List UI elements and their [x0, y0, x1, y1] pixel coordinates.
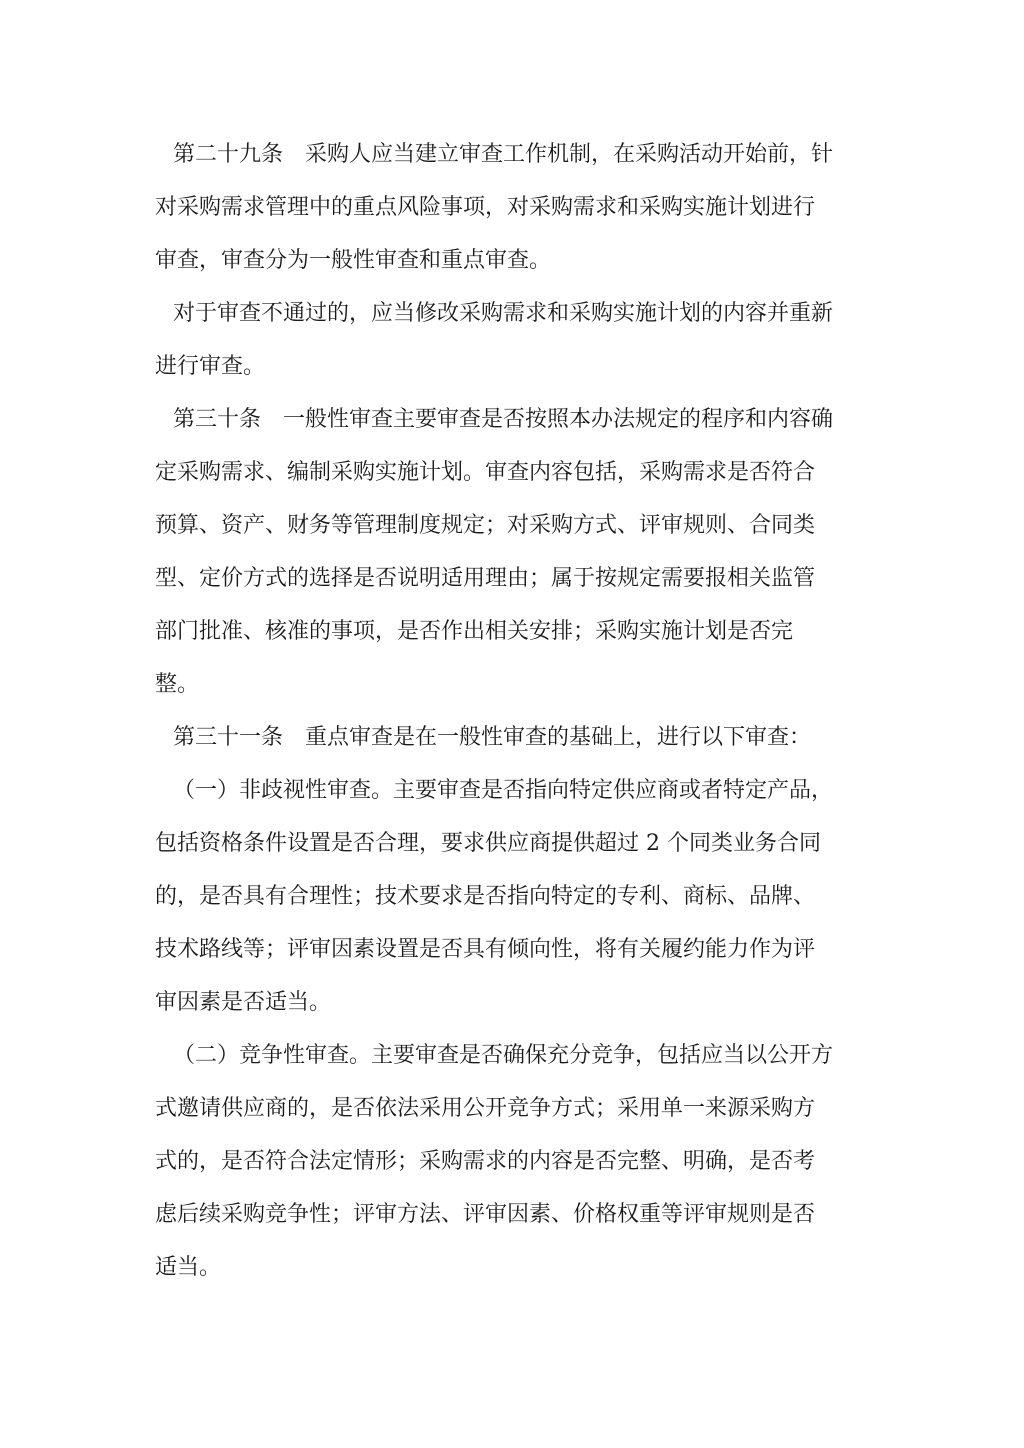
- text-line: 技术路线等；评审因素设置是否具有倾向性，将有关履约能力作为评: [155, 937, 816, 962]
- text-line: 第三十一条 重点审查是在一般性审查的基础上，进行以下审查：: [173, 725, 812, 750]
- text-line: 审查，审查分为一般性审查和重点审查。: [155, 248, 552, 273]
- text-line: 虑后续采购竞争性；评审方法、评审因素、价格权重等评审规则是否: [155, 1202, 816, 1227]
- text-line: 定采购需求、编制采购实施计划。审查内容包括，采购需求是否符合: [155, 460, 816, 485]
- paragraph-article-31-item-2: [155, 1029, 875, 1294]
- paragraph-article-29-para-2: [155, 287, 875, 393]
- text-line: 进行审查。: [155, 354, 266, 379]
- text-line: （二）竞争性审查。主要审查是否确保充分竞争，包括应当以公开方: [173, 1043, 834, 1068]
- text-line: 整。: [155, 672, 200, 697]
- document-body: [155, 128, 875, 1294]
- text-line: 第二十九条 采购人应当建立审查工作机制，在采购活动开始前，针: [173, 142, 834, 167]
- text-line: 式的，是否符合法定情形；采购需求的内容是否完整、明确，是否考: [155, 1149, 816, 1174]
- text-line: 适当。: [155, 1255, 222, 1280]
- text-line: 的，是否具有合理性；技术要求是否指向特定的专利、商标、品牌、: [155, 884, 816, 909]
- text-line: 预算、资产、财务等管理制度规定；对采购方式、评审规则、合同类: [155, 513, 816, 538]
- paragraph-article-31: [155, 711, 875, 764]
- text-line: （一）非歧视性审查。主要审查是否指向特定供应商或者特定产品，: [173, 778, 834, 803]
- text-line: 对于审查不通过的，应当修改采购需求和采购实施计划的内容并重新: [173, 301, 834, 326]
- text-line: 包括资格条件设置是否合理，要求供应商提供超过 2 个同类业务合同: [155, 831, 821, 856]
- paragraph-article-30: [155, 393, 875, 711]
- text-line: 第三十条 一般性审查主要审查是否按照本办法规定的程序和内容确: [173, 407, 834, 432]
- text-line: 型、定价方式的选择是否说明适用理由；属于按规定需要报相关监管: [155, 566, 816, 591]
- text-line: 审因素是否适当。: [155, 990, 332, 1015]
- text-line: 式邀请供应商的，是否依法采用公开竞争方式；采用单一来源采购方: [155, 1096, 816, 1121]
- paragraph-article-31-item-1: [155, 764, 875, 1029]
- text-line: 部门批准、核准的事项，是否作出相关安排；采购实施计划是否完: [155, 619, 794, 644]
- paragraph-article-29: [155, 128, 875, 287]
- text-line: 对采购需求管理中的重点风险事项，对采购需求和采购实施计划进行: [155, 195, 816, 220]
